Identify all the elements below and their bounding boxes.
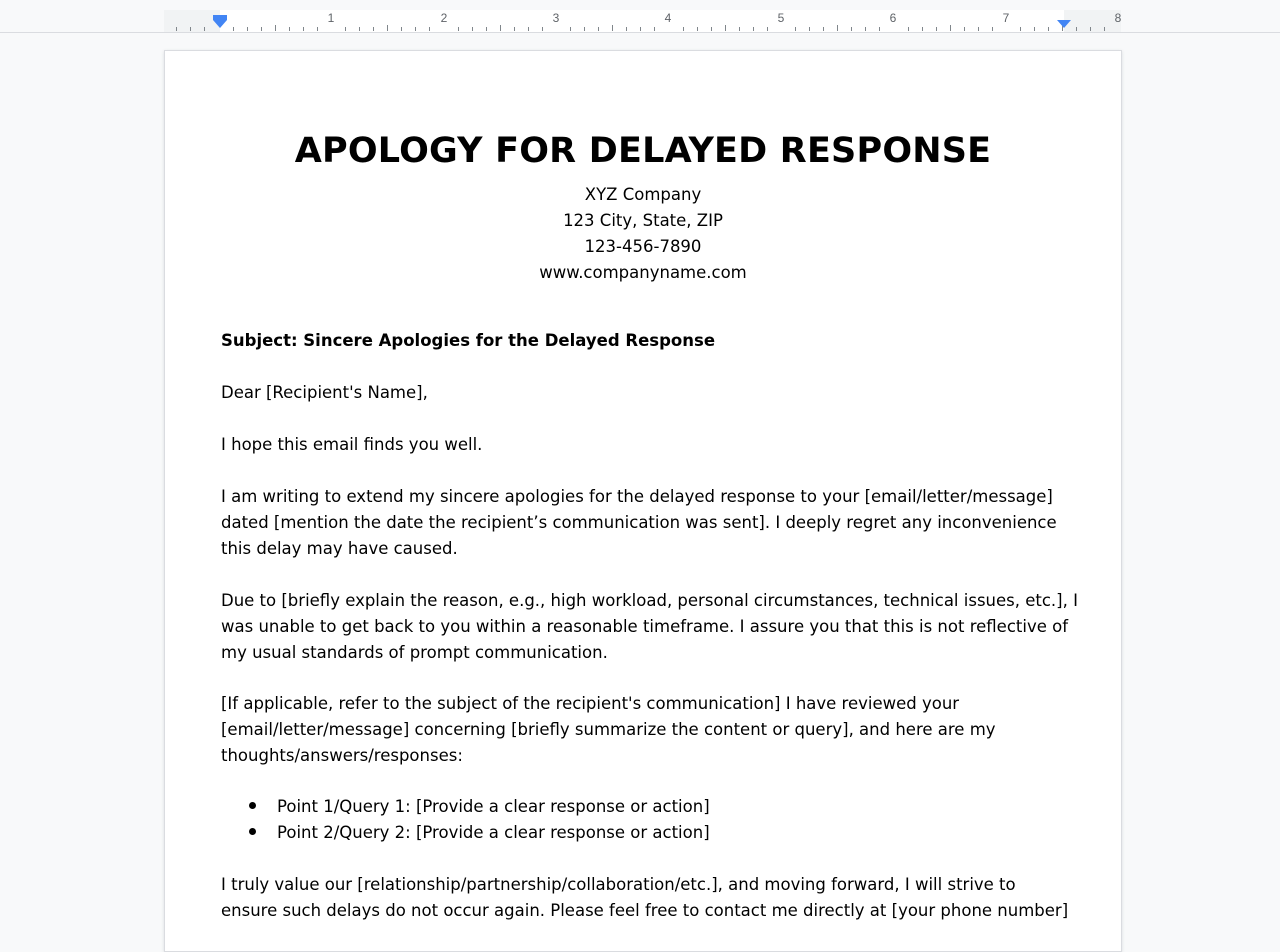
ruler-tick <box>303 27 304 31</box>
paragraph-line: thoughts/answers/responses: <box>221 746 463 765</box>
ruler-tick <box>1020 27 1021 31</box>
list-item-text: Point 2/Query 2: [Provide a clear response or action] <box>277 823 710 842</box>
left-indent-marker[interactable] <box>213 20 227 28</box>
ruler-tick <box>964 27 965 31</box>
company-phone: 123-456-7890 <box>584 237 702 256</box>
ruler-tick <box>697 27 698 31</box>
paragraph-review <box>221 691 1065 769</box>
email-subject: Subject: Sincere Apologies for the Delayed Response <box>221 331 716 350</box>
ruler-tick <box>275 25 276 31</box>
ruler-number-1: 1 <box>327 11 335 25</box>
ruler-tick <box>429 27 430 31</box>
ruler-tick <box>1104 27 1105 31</box>
list-item-text: Point 1/Query 1: [Provide a clear response or action] <box>277 797 710 816</box>
ruler-tick <box>809 27 810 31</box>
ruler-tick <box>1090 27 1091 31</box>
horizontal-ruler[interactable] <box>0 0 1280 33</box>
company-name: XYZ Company <box>584 185 702 204</box>
ruler-tick <box>500 25 501 31</box>
company-website: www.companyname.com <box>539 263 747 282</box>
document-title: APOLOGY FOR DELAYED RESPONSE <box>294 131 992 171</box>
ruler-tick <box>865 27 866 31</box>
ruler-tick <box>978 27 979 31</box>
ruler-tick <box>936 27 937 31</box>
ruler-left-margin[interactable] <box>164 10 220 32</box>
ruler-number-8: 8 <box>1114 11 1122 25</box>
paragraph-line: this delay may have caused. <box>221 539 458 558</box>
ruler-tick <box>739 27 740 31</box>
ruler-tick <box>711 27 712 31</box>
bullet-icon <box>249 828 256 835</box>
paragraph-line: I am writing to extend my sincere apologies for the delayed response to your [email/letter/message] <box>221 487 1053 506</box>
ruler-tick <box>176 27 177 31</box>
ruler-number-5: 5 <box>777 11 785 25</box>
paragraph-line: I truly value our [relationship/partnership/collaboration/etc.], and moving forward, I will strive to <box>221 875 1016 894</box>
paragraph-line: my usual standards of prompt communication. <box>221 643 608 662</box>
ruler-tick <box>247 27 248 31</box>
ruler-right-margin[interactable] <box>1064 10 1121 32</box>
paragraph-line: ensure such delays do not occur again. Please feel free to contact me directly at [your phone number] <box>221 901 1069 920</box>
bullet-icon <box>249 802 256 809</box>
ruler-tick <box>345 27 346 31</box>
ruler-tick <box>289 27 290 31</box>
ruler-tick <box>626 27 627 31</box>
paragraph-line: was unable to get back to you within a reasonable timeframe. I assure you that this is not reflective of <box>221 617 1069 636</box>
list-item <box>249 794 710 820</box>
ruler-tick <box>950 25 951 31</box>
paragraph-line: dated [mention the date the recipient’s communication was sent]. I deeply regret any inconvenience <box>221 513 1057 532</box>
ruler-tick <box>612 25 613 31</box>
paragraph-line: [email/letter/message] concerning [briefly summarize the content or query], and here are my <box>221 720 996 739</box>
ruler-tick <box>317 27 318 31</box>
ruler-tick <box>598 27 599 31</box>
ruler-tick <box>542 27 543 31</box>
ruler-tick <box>261 27 262 31</box>
ruler-tick <box>992 27 993 31</box>
ruler-number-2: 2 <box>440 11 448 25</box>
document-page[interactable] <box>164 50 1122 952</box>
ruler-tick <box>359 27 360 31</box>
opening-line: I hope this email finds you well. <box>221 435 483 454</box>
ruler-tick <box>640 27 641 31</box>
ruler-tick <box>472 27 473 31</box>
ruler-tick <box>528 27 529 31</box>
ruler-tick <box>204 27 205 31</box>
ruler-tick <box>908 27 909 31</box>
ruler-tick <box>1034 27 1035 31</box>
ruler-tick <box>233 27 234 31</box>
ruler-tick <box>570 27 571 31</box>
ruler-tick <box>922 27 923 31</box>
ruler-tick <box>823 27 824 31</box>
paragraph-closing <box>221 872 1069 924</box>
list-item <box>249 820 710 846</box>
ruler-tick <box>851 27 852 31</box>
ruler-tick <box>837 25 838 31</box>
ruler-number-3: 3 <box>552 11 560 25</box>
ruler-tick <box>458 27 459 31</box>
ruler-number-6: 6 <box>889 11 897 25</box>
ruler-tick <box>415 27 416 31</box>
paragraph-line: Due to [briefly explain the reason, e.g., high workload, personal circumstances, technical issues, etc.], I <box>221 591 1078 610</box>
paragraph-apology <box>221 484 1065 562</box>
ruler-tick <box>401 27 402 31</box>
ruler-tick <box>514 27 515 31</box>
ruler-tick <box>683 27 684 31</box>
ruler-tick <box>795 27 796 31</box>
salutation: Dear [Recipient's Name], <box>221 383 428 402</box>
right-indent-marker[interactable] <box>1057 20 1071 28</box>
ruler-tick <box>584 27 585 31</box>
ruler-tick <box>373 27 374 31</box>
ruler-tick <box>725 25 726 31</box>
ruler-tick <box>190 27 191 31</box>
ruler-tick <box>486 27 487 31</box>
ruler-tick <box>767 27 768 31</box>
ruler-number-7: 7 <box>1002 11 1010 25</box>
ruler-tick <box>753 27 754 31</box>
company-address: 123 City, State, ZIP <box>563 211 723 230</box>
ruler-tick <box>654 27 655 31</box>
ruler-tick <box>879 27 880 31</box>
ruler-number-4: 4 <box>664 11 672 25</box>
paragraph-reason <box>221 588 1078 666</box>
ruler-tick <box>1048 27 1049 31</box>
ruler-tick <box>387 25 388 31</box>
ruler-tick <box>1076 27 1077 31</box>
paragraph-line: [If applicable, refer to the subject of the recipient's communication] I have reviewed your <box>221 694 960 713</box>
